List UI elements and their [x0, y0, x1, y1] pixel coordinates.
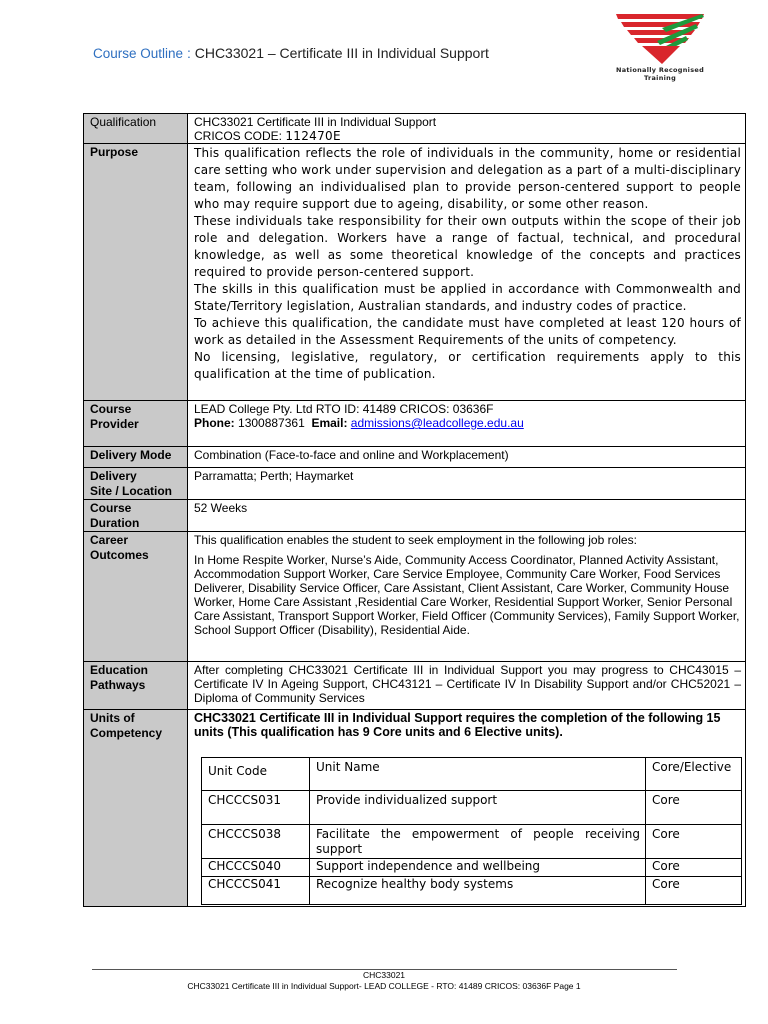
row-provider: [84, 401, 746, 447]
page-header: [93, 45, 489, 61]
table-row: [202, 859, 742, 877]
unit-type: Core: [646, 825, 742, 859]
unit-code: CHCCCS031: [202, 791, 310, 825]
career-label: Career Outcomes: [84, 532, 188, 662]
purpose-value: [188, 144, 746, 401]
delivery-mode-value: Combination (Face-to-face and online and Workplacement): [188, 447, 746, 468]
row-delivery-mode: [84, 447, 746, 468]
cricos-value: 112470E: [285, 129, 341, 143]
pathways-value: After completing CHC33021 Certificate III in Individual Support you may progress to CHC43015 – Certificate IV In Ageing Support, CHC43121 – Certificate IV In Disability Support and/or CHC52021 – Diploma of Community Services: [188, 662, 746, 710]
unit-code: CHCCCS041: [202, 877, 310, 905]
unit-code-header: Unit Code: [202, 758, 310, 791]
purpose-paragraph-1: This qualification reflects the role of individuals in the community, home or residential care setting who work under supervision and delegation as a part of a multi-disciplinary team, following an individualised plan to provide person-centered support to people who may require support due to ageing, disability, or some other reason.: [194, 146, 741, 211]
header-separator: :: [186, 45, 191, 61]
unit-type-header: Core/Elective: [646, 758, 742, 791]
course-outline-table: [83, 113, 746, 907]
qualification-value: [188, 114, 746, 144]
delivery-site-label: Delivery Site / Location: [84, 468, 188, 500]
course-title: CHC33021 – Certificate III in Individual Support: [194, 45, 489, 61]
career-intro: This qualification enables the student to seek employment in the following job roles:: [194, 533, 637, 547]
row-purpose: [84, 144, 746, 401]
footer-code: CHC33021: [362, 970, 406, 980]
purpose-paragraph-5: No licensing, legislative, regulatory, or certification requirements apply to this qualification at the time of publication.: [194, 350, 741, 381]
unit-name: Provide individualized support: [310, 791, 646, 825]
unit-type: Core: [646, 877, 742, 905]
career-roles: In Home Respite Worker, Nurse’s Aide, Community Access Coordinator, Planned Activity Assistant, Accommodation Support Worker, Care Service Employee, Community Care Worker, Food Services Deliverer, Disability Service Officer, Care Assistant, Client Assistant, Care Worker, Community House Worker, Home Care Assistant ,Residential Care Worker, Residential Support Worker, Senior Personal Care Assistant, Transport Support Worker, Field Officer (Community Services), Family Support Worker, School Support Officer (Disability), Residential Aide.: [194, 553, 740, 637]
logo-text-line1: Nationally Recognised: [615, 66, 705, 74]
delivery-site-value: Parramatta; Perth; Haymarket: [188, 468, 746, 500]
qualification-label: Qualification: [84, 114, 188, 144]
email-link[interactable]: admissions@leadcollege.edu.au: [350, 416, 524, 430]
units-header-row: [202, 758, 742, 791]
logo-text-line2: Training: [643, 74, 677, 82]
units-heading: CHC33021 Certificate III in Individual Support requires the completion of the following 15 units (This qualification has 9 Core units and 6 Elective units).: [194, 711, 721, 739]
provider-line1: LEAD College Pty. Ltd RTO ID: 41489 CRICOS: 03636F: [194, 402, 494, 416]
qualification-line1: CHC33021 Certificate III in Individual Support: [194, 115, 437, 129]
purpose-label: Purpose: [84, 144, 188, 401]
row-pathways: [84, 662, 746, 710]
delivery-mode-label: Delivery Mode: [84, 447, 188, 468]
units-value: [188, 710, 746, 907]
units-label: Units of Competency: [84, 710, 188, 907]
row-career: [84, 532, 746, 662]
purpose-paragraph-3: The skills in this qualification must be applied in accordance with Commonwealth and State/Territory legislation, Australian standards, and industry codes of practice.: [194, 282, 741, 313]
row-qualification: [84, 114, 746, 144]
career-value: [188, 532, 746, 662]
table-row: [202, 877, 742, 905]
course-outline-label: Course Outline: [93, 46, 184, 61]
unit-name: Facilitate the empowerment of people receiving support: [310, 825, 646, 859]
purpose-paragraph-2: These individuals take responsibility for their own outputs within the scope of their job role and delegation. Workers have a range of factual, technical, and procedural knowledge, as well as some theoretical knowledge of the concepts and practices required to provide person-centered support.: [194, 214, 741, 279]
table-row: [202, 791, 742, 825]
unit-name-header: Unit Name: [310, 758, 646, 791]
footer-text: CHC33021 Certificate III in Individual Support- LEAD COLLEGE - RTO: 41489 CRICOS: 03636F Page 1: [187, 981, 581, 991]
provider-value: [188, 401, 746, 447]
unit-code: CHCCCS038: [202, 825, 310, 859]
nrt-logo: [612, 10, 708, 88]
row-delivery-site: [84, 468, 746, 500]
phone-label: Phone:: [194, 416, 235, 430]
provider-contact: [194, 416, 741, 430]
nrt-logo-triangle-icon: [612, 10, 708, 66]
unit-type: Core: [646, 791, 742, 825]
cricos-label: CRICOS CODE:: [194, 129, 283, 143]
table-row: [202, 825, 742, 859]
unit-code: CHCCCS040: [202, 859, 310, 877]
purpose-paragraph-4: To achieve this qualification, the candidate must have completed at least 120 hours of work as detailed in the Assessment Requirements of the units of competency.: [194, 316, 741, 347]
unit-name: Support independence and wellbeing: [310, 859, 646, 877]
email-label: Email:: [311, 416, 348, 430]
cricos-line: [194, 129, 741, 143]
duration-value: 52 Weeks: [188, 500, 746, 532]
duration-label: Course Duration: [84, 500, 188, 532]
row-duration: [84, 500, 746, 532]
provider-label: Course Provider: [84, 401, 188, 447]
row-units: [84, 710, 746, 907]
phone-value: 1300887361: [238, 416, 305, 430]
unit-type: Core: [646, 859, 742, 877]
pathways-label: Education Pathways: [84, 662, 188, 710]
units-table: [201, 757, 742, 905]
unit-name: Recognize healthy body systems: [310, 877, 646, 905]
